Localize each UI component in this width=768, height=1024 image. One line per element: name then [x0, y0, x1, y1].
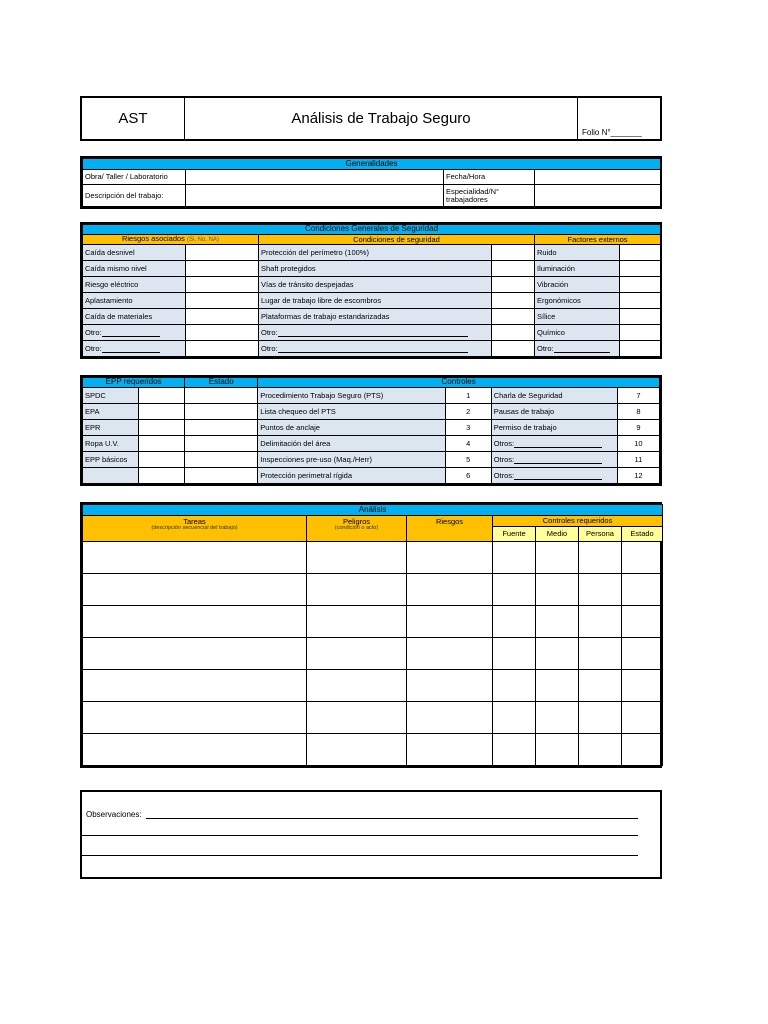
folio-field[interactable]: Folio N°_______ [582, 128, 642, 137]
riesgo-value-field[interactable] [186, 261, 259, 277]
fuente-cell[interactable] [493, 606, 536, 638]
peligro-cell[interactable] [307, 574, 407, 606]
epp-estado-field[interactable] [185, 420, 258, 436]
medio-cell[interactable] [536, 606, 579, 638]
control-number: 4 [445, 436, 491, 452]
controles-header: Controles [258, 378, 660, 388]
epp-estado-header: Estado [185, 378, 258, 388]
factor-value-field[interactable] [620, 325, 661, 341]
epp-estado-field[interactable] [185, 468, 258, 484]
epp-value-field[interactable] [139, 452, 185, 468]
tarea-cell[interactable] [83, 734, 307, 766]
header-box [80, 96, 662, 141]
control-number: 11 [617, 452, 659, 468]
condicion-label: Otro: [259, 325, 492, 341]
persona-cell[interactable] [579, 670, 622, 702]
riesgos-asociados-header: Riesgos asociados (Si, No, NA) [83, 235, 259, 245]
condicion-label: Protección del perímetro (100%) [259, 245, 492, 261]
obra-label: Obra/ Taller / Laboratorio [83, 170, 186, 185]
form-code: AST [82, 98, 185, 139]
riesgo-label: Caída mismo nivel [83, 261, 186, 277]
tarea-cell[interactable] [83, 606, 307, 638]
analisis-title: Análisis [83, 505, 663, 516]
estado-cell[interactable] [622, 734, 663, 766]
control-number: 6 [445, 468, 491, 484]
form-title: Análisis de Trabajo Seguro [185, 98, 578, 139]
condicion-label: Shaft protegidos [259, 261, 492, 277]
riesgo-label: Caída de materiales [83, 309, 186, 325]
riesgo-label: Aplastamiento [83, 293, 186, 309]
factor-label: Otro: [535, 341, 620, 357]
medio-cell[interactable] [536, 542, 579, 574]
tarea-cell[interactable] [83, 542, 307, 574]
riesgo-value-field[interactable] [186, 277, 259, 293]
condicion-value-field[interactable] [492, 341, 535, 357]
tarea-cell[interactable] [83, 670, 307, 702]
condicion-label: Vías de tránsito despejadas [259, 277, 492, 293]
control-number: 3 [445, 420, 491, 436]
factor-label: Químico [535, 325, 620, 341]
epp-estado-field[interactable] [185, 436, 258, 452]
analisis-section [80, 502, 662, 768]
epp-estado-field[interactable] [185, 404, 258, 420]
riesgo-value-field[interactable] [186, 341, 259, 357]
epp-label: Ropa U.V. [83, 436, 139, 452]
fuente-cell[interactable] [493, 670, 536, 702]
condicion-label: Plataformas de trabajo estandarizadas [259, 309, 492, 325]
peligros-header: Peligros (condición o acto) [307, 516, 407, 542]
medio-cell[interactable] [536, 702, 579, 734]
estado-cell[interactable] [622, 542, 663, 574]
epp-value-field[interactable] [139, 468, 185, 484]
persona-cell[interactable] [579, 542, 622, 574]
estado-cell[interactable] [622, 574, 663, 606]
riesgo-cell[interactable] [407, 638, 493, 670]
peligro-cell[interactable] [307, 670, 407, 702]
tarea-cell[interactable] [83, 638, 307, 670]
peligro-cell[interactable] [307, 702, 407, 734]
obra-field[interactable] [186, 170, 444, 185]
epp-estado-field[interactable] [185, 388, 258, 404]
control-label: Inspecciones pre-uso (Maq./Herr) [258, 452, 445, 468]
epp-value-field[interactable] [139, 404, 185, 420]
riesgo-value-field[interactable] [186, 325, 259, 341]
control-label: Delimitación del área [258, 436, 445, 452]
riesgo-cell[interactable] [407, 574, 493, 606]
medio-cell[interactable] [536, 734, 579, 766]
control-number: 1 [445, 388, 491, 404]
condicion-label: Otro: [259, 341, 492, 357]
control-label: Protección perimetral rígida [258, 468, 445, 484]
descripcion-field[interactable] [186, 185, 444, 207]
control-label: Otros: [491, 468, 617, 484]
epp-label: EPA [83, 404, 139, 420]
condiciones-title: Condiciones Generales de Seguridad [83, 225, 661, 235]
epp-label: EPR [83, 420, 139, 436]
medio-cell[interactable] [536, 574, 579, 606]
control-label: Otros: [491, 436, 617, 452]
control-label: Otros: [491, 452, 617, 468]
condicion-value-field[interactable] [492, 277, 535, 293]
peligro-cell[interactable] [307, 638, 407, 670]
factores-externos-header: Factores externos [535, 235, 661, 245]
riesgo-label: Riesgo eléctrico [83, 277, 186, 293]
riesgo-cell[interactable] [407, 670, 493, 702]
epp-label: SPDC [83, 388, 139, 404]
riesgo-value-field[interactable] [186, 245, 259, 261]
condicion-value-field[interactable] [492, 245, 535, 261]
condicion-value-field[interactable] [492, 325, 535, 341]
tarea-cell[interactable] [83, 574, 307, 606]
factor-label: Ergonómicos [535, 293, 620, 309]
estado-header: Estado [622, 527, 663, 542]
observaciones-section [80, 790, 662, 879]
generalidades-section [80, 156, 662, 209]
fuente-header: Fuente [493, 527, 536, 542]
estado-cell[interactable] [622, 606, 663, 638]
factor-label: Vibración [535, 277, 620, 293]
epp-requeridos-header: EPP requeridos [83, 378, 185, 388]
condicion-value-field[interactable] [492, 309, 535, 325]
persona-cell[interactable] [579, 734, 622, 766]
observaciones-line[interactable] [146, 818, 638, 819]
especialidad-label: Especialidad/N° trabajadores [444, 185, 535, 207]
fecha-label: Fecha/Hora [444, 170, 535, 185]
control-label: Pausas de trabajo [491, 404, 617, 420]
condicion-label: Lugar de trabajo libre de escombros [259, 293, 492, 309]
controles-requeridos-header: Controles requeridos [493, 516, 663, 527]
factor-label: Ruido [535, 245, 620, 261]
epp-label [83, 468, 139, 484]
observaciones-label: Observaciones: [86, 810, 142, 819]
control-label: Lista chequeo del PTS [258, 404, 445, 420]
riesgo-label: Caída desnivel [83, 245, 186, 261]
estado-cell[interactable] [622, 638, 663, 670]
control-number: 2 [445, 404, 491, 420]
persona-header: Persona [579, 527, 622, 542]
condiciones-section [80, 222, 662, 359]
factor-value-field[interactable] [620, 293, 661, 309]
estado-cell[interactable] [622, 702, 663, 734]
fuente-cell[interactable] [493, 638, 536, 670]
medio-cell[interactable] [536, 670, 579, 702]
factor-value-field[interactable] [620, 245, 661, 261]
factor-label: Sílice [535, 309, 620, 325]
control-number: 7 [617, 388, 659, 404]
riesgo-label: Otro: [83, 325, 186, 341]
especialidad-field[interactable] [535, 185, 661, 207]
observaciones-line[interactable] [82, 835, 638, 836]
fecha-field[interactable] [535, 170, 661, 185]
riesgo-value-field[interactable] [186, 293, 259, 309]
persona-cell[interactable] [579, 574, 622, 606]
medio-header: Medio [536, 527, 579, 542]
factor-value-field[interactable] [620, 277, 661, 293]
control-number: 5 [445, 452, 491, 468]
control-number: 12 [617, 468, 659, 484]
medio-cell[interactable] [536, 638, 579, 670]
epp-controles-section [80, 375, 662, 486]
riesgo-label: Otro: [83, 341, 186, 357]
epp-value-field[interactable] [139, 436, 185, 452]
persona-cell[interactable] [579, 606, 622, 638]
riesgo-cell[interactable] [407, 606, 493, 638]
control-number: 10 [617, 436, 659, 452]
fuente-cell[interactable] [493, 702, 536, 734]
factor-value-field[interactable] [620, 309, 661, 325]
estado-cell[interactable] [622, 670, 663, 702]
condiciones-seguridad-header: Condiciones de seguridad [259, 235, 535, 245]
control-label: Puntos de anclaje [258, 420, 445, 436]
observaciones-line[interactable] [82, 855, 638, 856]
persona-cell[interactable] [579, 702, 622, 734]
control-number: 9 [617, 420, 659, 436]
peligro-cell[interactable] [307, 734, 407, 766]
control-label: Procedimiento Trabajo Seguro (PTS) [258, 388, 445, 404]
peligro-cell[interactable] [307, 606, 407, 638]
tarea-cell[interactable] [83, 702, 307, 734]
epp-label: EPP básicos [83, 452, 139, 468]
generalidades-title: Generalidades [83, 159, 661, 170]
fuente-cell[interactable] [493, 734, 536, 766]
riesgo-cell[interactable] [407, 734, 493, 766]
epp-value-field[interactable] [139, 388, 185, 404]
condicion-value-field[interactable] [492, 293, 535, 309]
riesgos-header: Riesgos [407, 516, 493, 542]
factor-label: Iluminación [535, 261, 620, 277]
descripcion-label: Descripción del trabajo: [83, 185, 186, 207]
persona-cell[interactable] [579, 638, 622, 670]
riesgo-cell[interactable] [407, 702, 493, 734]
control-label: Permiso de trabajo [491, 420, 617, 436]
riesgo-value-field[interactable] [186, 309, 259, 325]
condicion-value-field[interactable] [492, 261, 535, 277]
control-label: Charla de Seguridad [491, 388, 617, 404]
epp-value-field[interactable] [139, 420, 185, 436]
peligro-cell[interactable] [307, 542, 407, 574]
fuente-cell[interactable] [493, 542, 536, 574]
factor-value-field[interactable] [620, 261, 661, 277]
tareas-header: Tareas (descripción secuencial del trabajo) [83, 516, 307, 542]
riesgo-cell[interactable] [407, 542, 493, 574]
control-number: 8 [617, 404, 659, 420]
fuente-cell[interactable] [493, 574, 536, 606]
factor-value-field[interactable] [620, 341, 661, 357]
epp-estado-field[interactable] [185, 452, 258, 468]
